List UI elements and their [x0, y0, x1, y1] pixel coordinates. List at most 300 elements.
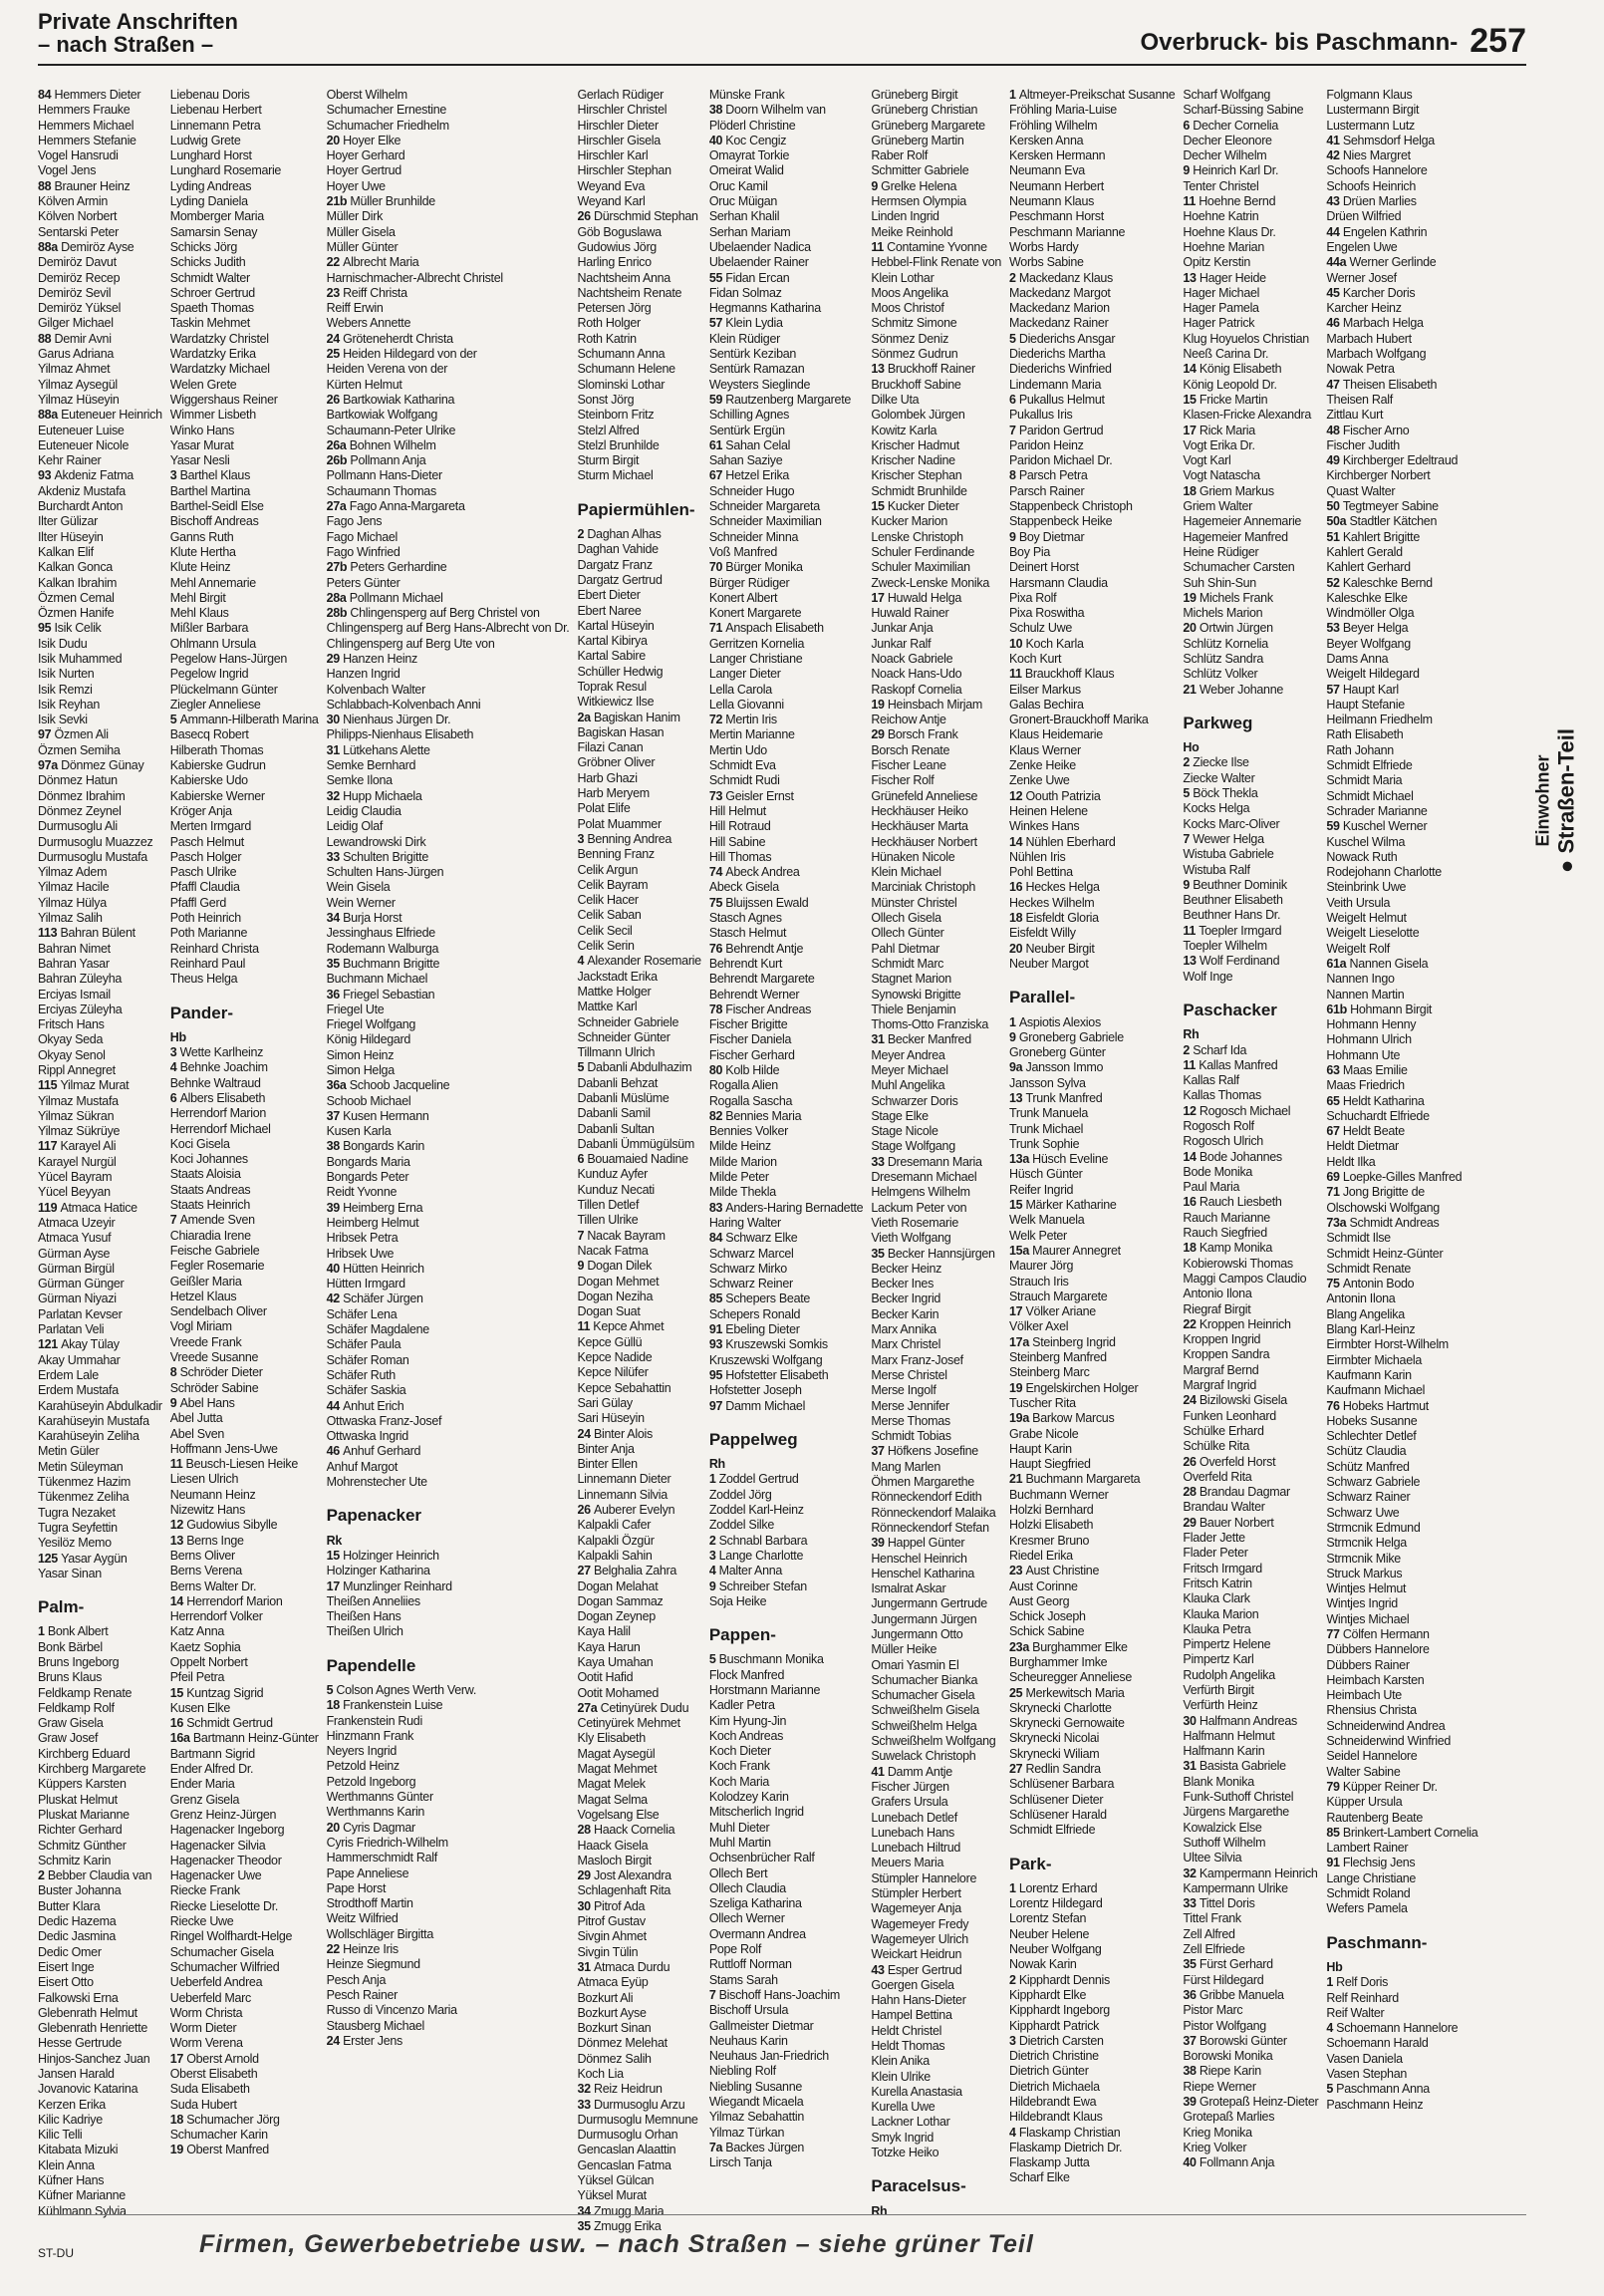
- directory-entry: [1183, 1942, 1318, 1957]
- directory-entry: [170, 1609, 319, 1624]
- resident-name: Huwald Helga: [887, 590, 962, 605]
- directory-entry: [38, 1762, 162, 1777]
- house-number: 35: [577, 2218, 594, 2233]
- directory-entry: [1183, 316, 1318, 331]
- directory-entry: [1183, 209, 1318, 224]
- resident-name: Klein Michael: [871, 865, 941, 880]
- resident-name: Bongards Karin: [343, 1139, 425, 1154]
- resident-name: Özmen Hanife: [38, 606, 115, 621]
- resident-name: Wette Karlheinz: [179, 1045, 264, 1060]
- resident-name: Schoemann Harald: [1326, 2036, 1429, 2051]
- directory-entry: [871, 896, 1001, 911]
- directory-entry: [871, 1322, 1001, 1337]
- resident-name: Ziegler Anneliese: [169, 697, 261, 712]
- street-heading: Papiermühlen-: [577, 499, 695, 519]
- directory-entry: [38, 255, 162, 270]
- directory-entry: [170, 835, 319, 850]
- directory-entry: [38, 148, 162, 163]
- directory-entry: [170, 1411, 319, 1426]
- directory-entry: [38, 1307, 162, 1322]
- directory-entry: [1009, 865, 1175, 880]
- directory-entry: [577, 1716, 700, 1731]
- directory-entry: [170, 1549, 319, 1564]
- resident-name: Feldkamp Rolf: [38, 1700, 115, 1715]
- resident-name: Sehmsdorf Helga: [1342, 133, 1435, 147]
- resident-name: Kuschel Werner: [1342, 819, 1428, 834]
- directory-entry: [38, 88, 162, 103]
- resident-name: Zmugg Erika: [593, 2218, 662, 2233]
- resident-name: Dabanli Ümmügülsüm: [577, 1136, 695, 1151]
- directory-entry: [1326, 1734, 1477, 1749]
- directory-entry: [38, 1854, 162, 1868]
- directory-entry: [577, 1472, 700, 1487]
- resident-name: Kunduz Necati: [577, 1182, 655, 1197]
- house-number: 2: [708, 1533, 719, 1548]
- resident-name: Lindemann Maria: [1009, 377, 1102, 392]
- resident-name: Linden Ingrid: [871, 209, 939, 224]
- resident-name: Küfner Hans: [38, 2173, 105, 2188]
- resident-name: Kürten Helmut: [326, 377, 402, 392]
- resident-name: Daghan Vahide: [577, 542, 659, 557]
- resident-name: Oberst Arnold: [186, 2051, 259, 2066]
- directory-entry: [38, 1839, 162, 1854]
- resident-name: Dogan Neziha: [577, 1289, 654, 1303]
- directory-entry: [577, 1076, 700, 1091]
- resident-name: Schumacher Karin: [169, 2128, 268, 2143]
- resident-name: Schulten Brigitte: [343, 849, 429, 864]
- directory-entry: [1183, 1927, 1318, 1942]
- directory-entry: [327, 560, 570, 575]
- resident-name: Hinzmann Frank: [326, 1728, 414, 1743]
- resident-name: Hanzen Ingrid: [326, 667, 401, 682]
- directory-entry: [1009, 942, 1175, 957]
- house-number: 30: [1183, 1713, 1200, 1728]
- directory-entry: [170, 119, 319, 134]
- directory-entry: [38, 332, 162, 347]
- directory-entry: [38, 880, 162, 895]
- resident-name: Kalpakli Cafer: [577, 1518, 652, 1533]
- resident-name: Schneider Margareta: [708, 499, 820, 514]
- resident-name: Cyris Friedrich-Wilhelm: [326, 1835, 448, 1850]
- resident-name: Kipphardt Ingeborg: [1009, 2003, 1110, 2018]
- resident-name: Öhmen Margarethe: [871, 1475, 974, 1490]
- resident-name: Kaetz Sophia: [169, 1639, 241, 1654]
- directory-entry: [577, 1960, 700, 1975]
- resident-name: Flock Manfred: [708, 1667, 785, 1682]
- directory-entry: [1326, 865, 1477, 880]
- directory-entry: [1183, 1577, 1318, 1591]
- resident-name: Tillen Ulrike: [577, 1213, 639, 1228]
- resident-name: Gallmeister Dietmar: [708, 2018, 814, 2033]
- house-number: 51: [1326, 529, 1343, 544]
- resident-name: Toepler Wilhelm: [1183, 939, 1267, 954]
- directory-entry: [170, 2052, 319, 2067]
- resident-name: Paul Maria: [1183, 1180, 1240, 1195]
- directory-entry: [1183, 286, 1318, 301]
- house-number: 11: [1009, 667, 1025, 682]
- resident-name: Bode Johannes: [1199, 1149, 1282, 1164]
- directory-entry: [38, 1624, 162, 1639]
- directory-entry: [170, 1975, 319, 1990]
- directory-entry: [1183, 667, 1318, 682]
- resident-name: Riedel Erika: [1009, 1548, 1073, 1563]
- directory-entry: [1009, 2095, 1175, 2110]
- resident-name: Steinberg Ingrid: [1032, 1334, 1116, 1349]
- directory-entry: [577, 771, 700, 786]
- directory-entry: [1326, 530, 1477, 545]
- directory-entry: [1183, 1516, 1318, 1531]
- house-number: 13a: [1009, 1152, 1033, 1167]
- street-heading: Park-: [1009, 1854, 1052, 1873]
- resident-name: Schreiber Stefan: [718, 1578, 807, 1593]
- resident-name: Stappenbeck Heike: [1009, 514, 1113, 529]
- directory-entry: [327, 468, 570, 483]
- house-number: 30: [326, 713, 344, 727]
- directory-entry: [1326, 621, 1477, 636]
- resident-name: Masloch Birgit: [577, 1853, 652, 1867]
- directory-entry: [577, 225, 700, 240]
- directory-entry: [1183, 1226, 1318, 1241]
- resident-name: Karahüseyin Mustafa: [38, 1413, 149, 1428]
- resident-name: Strodthoff Martin: [326, 1896, 413, 1911]
- directory-entry: [1326, 545, 1477, 560]
- directory-entry: [709, 683, 864, 698]
- directory-entry: [170, 1427, 319, 1442]
- directory-entry: [170, 1655, 319, 1670]
- directory-entry: [38, 1670, 162, 1685]
- directory-entry: [1009, 393, 1175, 408]
- directory-entry: [1183, 2064, 1318, 2079]
- directory-entry: [1009, 1686, 1175, 1701]
- resident-name: Suthoff Wilhelm: [1183, 1835, 1266, 1850]
- directory-entry: [1326, 1991, 1477, 2006]
- resident-name: Brinkert-Lambert Cornelia: [1342, 1825, 1478, 1840]
- resident-name: Ollech Bert: [708, 1866, 768, 1880]
- resident-name: Wagemeyer Anja: [871, 1901, 961, 1916]
- house-number: 25: [1009, 1685, 1026, 1700]
- directory-entry: [577, 1015, 700, 1030]
- resident-name: Kolvenbach Walter: [326, 682, 425, 697]
- resident-name: König Leopold Dr.: [1183, 377, 1277, 392]
- house-number: 2a: [577, 710, 594, 724]
- directory-entry: [327, 1911, 570, 1926]
- resident-name: Heine Rüdiger: [1183, 544, 1259, 559]
- directory-entry: [1183, 1637, 1318, 1652]
- directory-entry: [38, 1808, 162, 1823]
- directory-entry: [38, 1201, 162, 1216]
- directory-entry: [871, 378, 1001, 393]
- directory-column: [1326, 88, 1477, 2180]
- directory-entry: [38, 850, 162, 865]
- resident-name: Simon Helga: [326, 1063, 395, 1077]
- resident-name: Burchardt Anton: [38, 499, 124, 514]
- directory-entry: [1326, 286, 1477, 301]
- directory-entry: [170, 1167, 319, 1182]
- directory-entry: [1009, 1670, 1175, 1685]
- house-number: 2: [1009, 1972, 1019, 1987]
- resident-name: Jansen Harald: [38, 2067, 115, 2081]
- directory-entry: [1326, 1765, 1477, 1780]
- directory-entry: [327, 179, 570, 194]
- resident-name: Pope Rolf: [708, 1942, 762, 1957]
- directory-entry: [871, 301, 1001, 316]
- house-number: 59: [708, 392, 726, 407]
- resident-name: Wagemeyer Fredy: [871, 1916, 969, 1931]
- resident-name: Schicks Jörg: [169, 239, 238, 254]
- directory-entry: [38, 286, 162, 301]
- resident-name: Jungermann Gertrude: [871, 1596, 987, 1611]
- resident-name: Dietrich Christine: [1009, 2049, 1099, 2064]
- directory-entry: [709, 119, 864, 134]
- resident-name: Abeck Gisela: [708, 880, 779, 895]
- resident-name: Kusen Karla: [326, 1124, 392, 1139]
- resident-name: Schäfer Roman: [326, 1352, 409, 1367]
- directory-entry: [327, 667, 570, 682]
- directory-entry: [38, 1231, 162, 1246]
- directory-entry: [871, 880, 1001, 895]
- house-number: 14: [1183, 362, 1200, 377]
- resident-name: Redlin Sandra: [1025, 1762, 1101, 1777]
- directory-entry: [577, 2006, 700, 2021]
- resident-name: Weigelt Lieselotte: [1326, 926, 1420, 941]
- resident-name: Klein Rüdiger: [708, 331, 780, 346]
- directory-entry: [1326, 576, 1477, 591]
- resident-name: Bizilowski Gisela: [1199, 1393, 1287, 1408]
- resident-name: Lyding Daniela: [169, 194, 248, 209]
- directory-entry: [327, 1337, 570, 1352]
- directory-entry: [327, 804, 570, 819]
- resident-name: Wolf Ferdinand: [1199, 954, 1280, 969]
- resident-name: Worm Dieter: [169, 2021, 237, 2036]
- directory-entry: [577, 1427, 700, 1442]
- resident-name: Haring Walter: [708, 1215, 781, 1230]
- resident-name: Dogan Melahat: [577, 1578, 659, 1593]
- directory-entry: [327, 1579, 570, 1594]
- directory-entry: [709, 727, 864, 742]
- house-number: 69: [1326, 1170, 1343, 1185]
- directory-entry: [1009, 560, 1175, 575]
- directory-entry: [871, 1780, 1001, 1795]
- resident-name: Hager Michael: [1183, 285, 1260, 300]
- resident-name: Gürman Ayse: [38, 1246, 111, 1261]
- directory-entry: [327, 1444, 570, 1459]
- resident-name: Klauka Clark: [1183, 1591, 1250, 1606]
- resident-name: Reifer Ingrid: [1009, 1182, 1074, 1197]
- directory-entry: [1326, 2021, 1477, 2036]
- directory-entry: [1326, 1627, 1477, 1642]
- resident-name: Zoddel Gertrud: [718, 1472, 799, 1487]
- directory-entry: [577, 2052, 700, 2067]
- directory-entry: [871, 209, 1001, 224]
- directory-column: [327, 88, 570, 2180]
- directory-entry: [327, 1896, 570, 1911]
- directory-entry: [38, 2188, 162, 2203]
- resident-name: Lange Charlotte: [718, 1548, 804, 1563]
- house-number: 5: [169, 713, 180, 727]
- directory-entry: [1009, 1503, 1175, 1518]
- resident-name: Bartmann Sigrid: [169, 1746, 255, 1761]
- resident-name: Skrynecki Charlotte: [1009, 1700, 1112, 1715]
- directory-entry: [38, 819, 162, 834]
- directory-entry: [709, 1698, 864, 1713]
- directory-entry: [577, 424, 700, 438]
- directory-entry: [327, 880, 570, 895]
- resident-name: Euteneuer Nicole: [38, 437, 130, 452]
- directory-entry: [709, 1292, 864, 1306]
- house-number: 71: [708, 621, 726, 636]
- directory-entry: [327, 2003, 570, 2018]
- directory-entry: [1326, 209, 1477, 224]
- resident-name: Schmidt Andreas: [1349, 1215, 1440, 1230]
- directory-entry: [709, 225, 864, 240]
- directory-entry: [1009, 2170, 1175, 2185]
- resident-name: Jungermann Jürgen: [871, 1611, 977, 1626]
- resident-name: Beuthner Hans Dr.: [1183, 908, 1281, 923]
- directory-entry: [1183, 545, 1318, 560]
- resident-name: Mattke Karl: [577, 1000, 638, 1014]
- directory-entry: [1009, 1350, 1175, 1365]
- directory-entry: [871, 819, 1001, 834]
- directory-entry: [709, 957, 864, 972]
- directory-entry: [577, 1823, 700, 1838]
- directory-entry: [1326, 1901, 1477, 1916]
- resident-name: Zmugg Maria: [593, 2203, 665, 2218]
- directory-entry: [1326, 194, 1477, 209]
- directory-entry: [709, 819, 864, 834]
- resident-name: Binter Alois: [593, 1426, 653, 1441]
- directory-entry: [170, 1579, 319, 1594]
- house-number: 32: [577, 2082, 594, 2097]
- directory-entry: [38, 591, 162, 606]
- resident-name: Schoofs Hannelore: [1326, 163, 1428, 178]
- resident-name: Pollmann Anja: [350, 453, 426, 468]
- resident-name: Henschel Heinrich: [871, 1551, 967, 1566]
- directory-entry: [709, 942, 864, 957]
- directory-entry: [1326, 484, 1477, 499]
- directory-entry: [1326, 2082, 1477, 2097]
- resident-name: Benning Franz: [577, 847, 655, 862]
- directory-entry: [38, 2173, 162, 2188]
- resident-name: Ollech Günter: [871, 926, 944, 941]
- resident-name: Barthel Klaus: [179, 468, 251, 483]
- directory-entry: [38, 1170, 162, 1185]
- resident-name: Theißen Ulrich: [326, 1624, 403, 1639]
- resident-name: Grüneberg Martin: [871, 133, 964, 147]
- directory-entry: [1183, 1211, 1318, 1226]
- directory-entry: [38, 1216, 162, 1231]
- directory-entry: [1326, 1262, 1477, 1277]
- directory-entry: [709, 1368, 864, 1383]
- house-number: 3: [708, 1548, 719, 1563]
- resident-name: Koci Johannes: [169, 1152, 248, 1167]
- resident-name: Herrendorf Michael: [169, 1121, 271, 1136]
- house-number: 34: [577, 2203, 594, 2218]
- directory-entry: [577, 255, 700, 270]
- directory-entry: [327, 972, 570, 987]
- resident-name: Bahran Yasar: [38, 956, 110, 971]
- directory-entry: [1009, 1973, 1175, 1988]
- directory-entry: [1009, 1030, 1175, 1045]
- resident-name: Sendelbach Oliver: [169, 1304, 267, 1319]
- directory-entry: [327, 683, 570, 698]
- directory-entry: [709, 1744, 864, 1759]
- directory-entry: [871, 347, 1001, 362]
- house-number: 7: [708, 1987, 719, 2002]
- directory-entry: [1326, 1414, 1477, 1429]
- directory-entry: [1183, 1409, 1318, 1424]
- directory-entry: [170, 1883, 319, 1898]
- directory-entry: [327, 1429, 570, 1444]
- directory-entry: [327, 1201, 570, 1216]
- directory-entry: [709, 1714, 864, 1729]
- resident-name: Hill Thomas: [708, 849, 772, 864]
- directory-entry: [709, 88, 864, 103]
- directory-entry: [871, 514, 1001, 529]
- directory-entry: [577, 1655, 700, 1670]
- directory-entry: [577, 179, 700, 194]
- resident-name: Rauch Marianne: [1183, 1210, 1270, 1225]
- resident-name: Reif Walter: [1326, 2005, 1385, 2020]
- directory-entry: [1183, 1043, 1318, 1058]
- resident-name: Yilmaz Sebahattin: [708, 2110, 804, 2125]
- house-number: 25: [326, 347, 344, 362]
- directory-entry: [1326, 880, 1477, 895]
- directory-entry: [577, 1564, 700, 1578]
- directory-entry: [577, 103, 700, 118]
- directory-entry: [170, 545, 319, 560]
- directory-entry: [1009, 1167, 1175, 1182]
- resident-name: Reiz Heidrun: [593, 2082, 663, 2097]
- directory-entry: [709, 1307, 864, 1322]
- resident-name: Rhensius Christa: [1326, 1703, 1417, 1718]
- directory-entry: [1183, 148, 1318, 163]
- directory-entry: [170, 209, 319, 224]
- directory-entry: [1326, 301, 1477, 316]
- directory-entry: [709, 1063, 864, 1078]
- directory-entry: [327, 148, 570, 163]
- directory-entry: [38, 576, 162, 591]
- directory-entry: [1183, 954, 1318, 969]
- directory-entry: [577, 2158, 700, 2173]
- resident-name: Kurella Uwe: [871, 2100, 936, 2115]
- directory-entry: [577, 2188, 700, 2203]
- directory-entry: [1183, 576, 1318, 591]
- resident-name: Schilling Agnes: [708, 408, 790, 423]
- resident-name: Kabierske Udo: [169, 773, 248, 788]
- directory-entry: [577, 1701, 700, 1716]
- directory-entry: [871, 789, 1001, 804]
- resident-name: Abel Hans: [179, 1395, 235, 1410]
- resident-name: Zell Alfred: [1183, 1926, 1235, 1941]
- directory-entry: [1009, 576, 1175, 591]
- directory-entry: [1326, 2006, 1477, 2021]
- directory-entry: [1009, 2110, 1175, 2125]
- resident-name: Mertin Marianne: [708, 727, 795, 742]
- directory-entry: [577, 740, 700, 755]
- directory-entry: [38, 1883, 162, 1898]
- resident-name: Wein Werner: [326, 895, 396, 910]
- resident-name: Hemmers Michael: [38, 118, 134, 133]
- resident-name: Vreede Susanne: [169, 1350, 259, 1365]
- house-number: 3: [169, 468, 180, 483]
- resident-name: Erdem Lale: [38, 1367, 99, 1382]
- resident-name: Hetzel Klaus: [169, 1289, 237, 1303]
- house-number: 24: [326, 331, 344, 346]
- resident-name: Niebling Rolf: [708, 2064, 776, 2079]
- resident-name: Schmitz Karin: [38, 1853, 112, 1867]
- resident-name: Ebert Dieter: [577, 588, 641, 603]
- directory-entry: [871, 2115, 1001, 2130]
